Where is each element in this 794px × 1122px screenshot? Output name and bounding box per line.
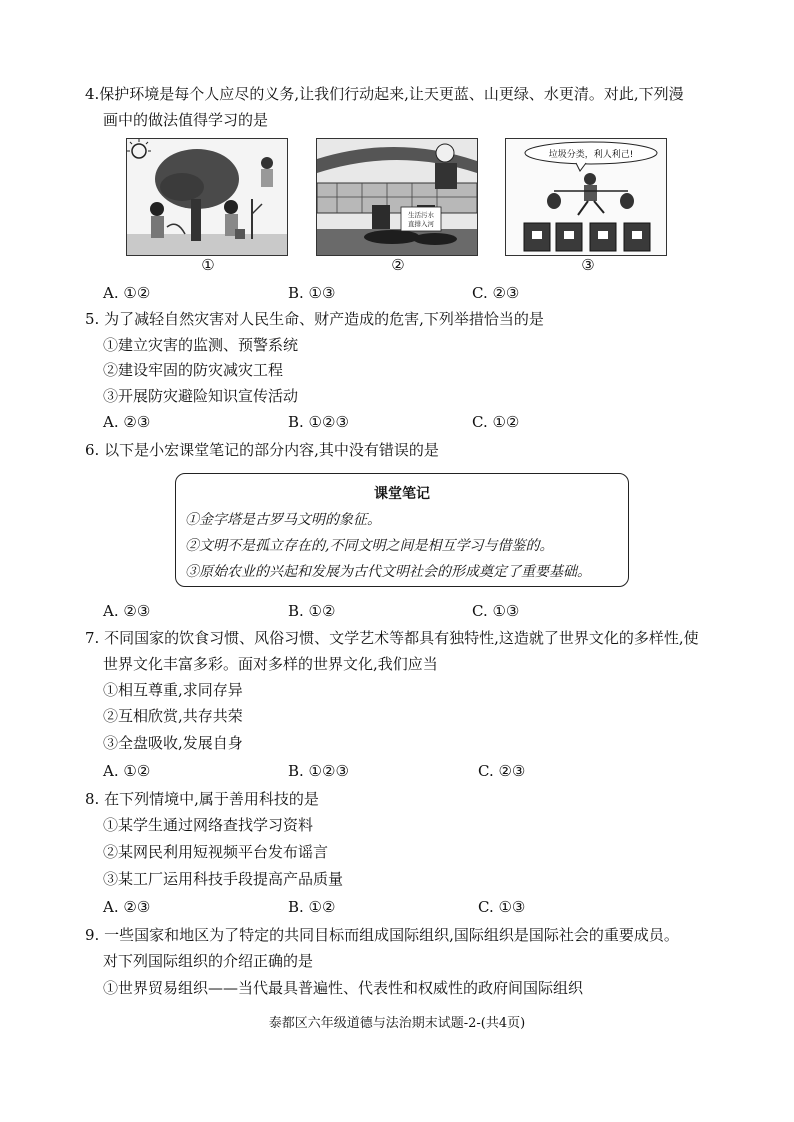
q5-stem: 5. 为了减轻自然灾害对人民生命、财产造成的危害,下列举措恰当的是 [85,310,544,328]
sign-text-2: 直排入河 [408,220,434,228]
q5-item-1: ①建立灾害的监测、预警系统 [103,336,299,354]
class-notes-box [175,473,629,587]
q9-item-1: ①世界贸易组织——当代最具普遍性、代表性和权威性的政府间国际组织 [103,979,584,997]
page-footer: 泰都区六年级道德与法治期末试题-2-(共4页) [268,1016,526,1031]
q4-option-a: A. ①② [103,284,151,302]
q8-option-b: B. ①② [288,898,336,916]
q7-stem-line2: 世界文化丰富多彩。面对多样的世界文化,我们应当 [103,655,438,673]
class-notes-item-2: ②文明不是孤立存在的,不同文明之间是相互学习与借鉴的。 [185,538,554,554]
q8-option-a: A. ②③ [103,898,151,916]
q7-option-a: A. ①② [103,762,151,780]
q7-option-b: B. ①②③ [288,762,349,780]
q7-stem-line1: 7. 不同国家的饮食习惯、风俗习惯、文学艺术等都具有独特性,这造就了世界文化的多样性,使 [85,629,699,647]
q9-stem-line2: 对下列国际组织的介绍正确的是 [103,952,314,970]
cartoon-tree-planting [126,138,288,256]
cartoon-sewage-pipe [316,138,478,256]
q4-image-1-caption: ① [201,256,215,274]
q4-stem-line1: 4.保护环境是每个人应尽的义务,让我们行动起来,让天更蓝、山更绿、水更清。对此,下列漫 [85,85,684,103]
bubble-text: 垃圾分类，利人利己! [548,150,634,160]
q8-option-c: C. ①③ [478,898,526,916]
class-notes-title: 课堂笔记 [374,486,430,502]
q6-option-c: C. ①③ [472,602,520,620]
q8-item-1: ①某学生通过网络查找学习资料 [103,816,314,834]
q8-item-3: ③某工厂运用科技手段提高产品质量 [103,870,344,888]
q4-option-b: B. ①③ [288,284,336,302]
q5-option-b: B. ①②③ [288,413,349,431]
q4-option-c: C. ②③ [472,284,520,302]
q5-item-3: ③开展防灾避险知识宣传活动 [103,387,299,405]
q7-item-2: ②互相欣赏,共存共荣 [103,707,243,725]
q8-item-2: ②某网民利用短视频平台发布谣言 [103,843,329,861]
q5-option-c: C. ①② [472,413,520,431]
q7-item-1: ①相互尊重,求同存异 [103,681,243,699]
q6-option-a: A. ②③ [103,602,151,620]
q4-image-3-caption: ③ [581,256,595,274]
class-notes-item-3: ③原始农业的兴起和发展为古代文明社会的形成奠定了重要基础。 [185,564,591,580]
q9-stem-line1: 9. 一些国家和地区为了特定的共同目标而组成国际组织,国际组织是国际社会的重要成员。 [85,926,679,944]
sign-text-1: 生活污水 [408,211,434,219]
q8-stem: 8. 在下列情境中,属于善用科技的是 [85,790,319,808]
q7-option-c: C. ②③ [478,762,526,780]
q7-item-3: ③全盘吸收,发展自身 [103,734,243,752]
q4-stem-line2: 画中的做法值得学习的是 [103,111,269,129]
q6-stem: 6. 以下是小宏课堂笔记的部分内容,其中没有错误的是 [85,441,439,459]
class-notes-item-1: ①金字塔是古罗马文明的象征。 [185,512,381,528]
q4-image-2-caption: ② [391,256,405,274]
q5-option-a: A. ②③ [103,413,151,431]
q6-option-b: B. ①② [288,602,336,620]
cartoon-garbage-sorting [505,138,667,256]
q5-item-2: ②建设牢固的防灾减灾工程 [103,361,284,379]
